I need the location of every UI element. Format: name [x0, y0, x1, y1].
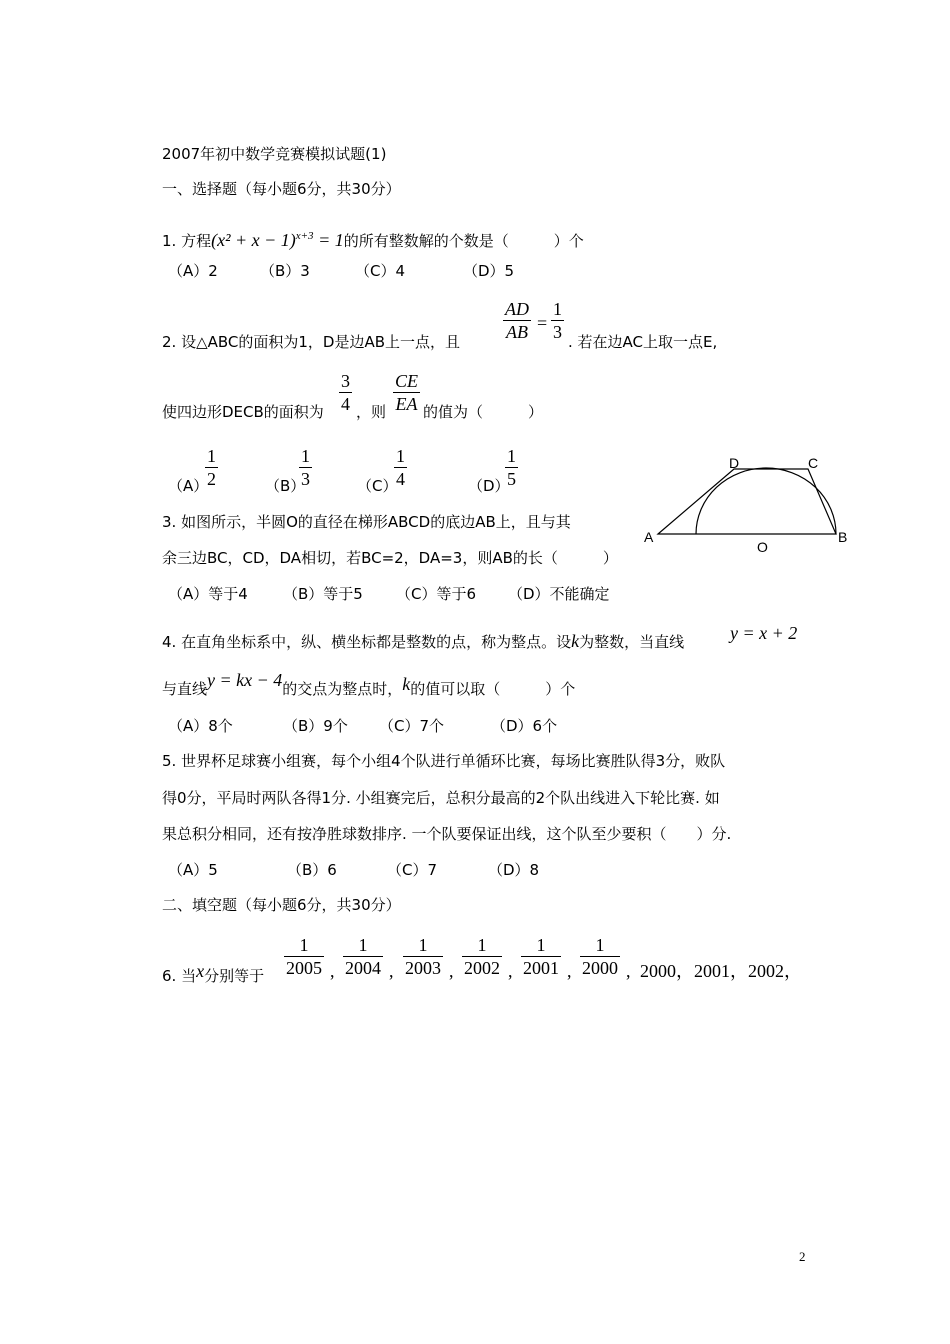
q3-option-c: （C）等于6 — [396, 585, 477, 603]
q2-frac-three-quarters: $\frac{3}{4}$ — [341, 371, 350, 414]
q1-option-b: （B）3 — [260, 262, 310, 280]
q3-option-a: （A）等于4 — [168, 585, 248, 603]
q1-number: 1. 方程 — [162, 232, 212, 250]
q6-lead: 6. 当x分别等于 — [162, 961, 265, 985]
page-number: 2 — [799, 1249, 806, 1264]
q6-sep: , — [567, 961, 572, 981]
q5-line3: 果总积分相同，还有按净胜球数排序. 一个队要保证出线，这个队至少要积（ ）分. — [162, 825, 732, 843]
q5-line2: 得0分，平局时两队各得1分. 小组赛完后，总积分最高的2个队出线进入下轮比赛. 如 — [162, 789, 720, 807]
q5-option-b: （B）6 — [287, 861, 337, 879]
q2-frac-one-third: $\frac{1}{3}$ — [553, 299, 562, 342]
semicircle-o — [696, 468, 836, 534]
q2-option-b-frac: $\frac{1}{3}$ — [301, 446, 310, 489]
q6-frac-2004: $\frac{1}{2004}$ — [345, 935, 381, 978]
q2-line2-c: 的值为（ ） — [423, 403, 544, 421]
q5-option-c: （C）7 — [387, 861, 438, 879]
label-c: C — [808, 455, 819, 471]
label-o: O — [757, 539, 768, 555]
q6-frac-2002: $\frac{1}{2002}$ — [464, 935, 500, 978]
q4-line2: 与直线y = kx − 4的交点为整点时，k的值可以取（ ）个 — [162, 670, 576, 698]
q2-option-c-label: （C） — [357, 477, 398, 495]
q3-trapezoid-semicircle-figure — [640, 450, 850, 555]
label-a: A — [644, 529, 654, 545]
q2-option-b-label: （B） — [265, 477, 306, 495]
q4-k-var: k — [571, 631, 580, 651]
q4-line-eq1: y = x + 2 — [730, 623, 798, 643]
doc-title: 2007年初中数学竞赛模拟试题(1) — [162, 145, 387, 163]
q2-option-d-frac: $\frac{1}{5}$ — [507, 446, 516, 489]
q2-line2-a: 使四边形DECB的面积为 — [162, 403, 324, 421]
q6-sep: , — [389, 961, 394, 981]
q4-k-var-2: k — [402, 674, 411, 694]
q5-option-d: （D）8 — [488, 861, 540, 879]
q6-frac-2000: $\frac{1}{2000}$ — [582, 935, 618, 978]
q2-frac-ce-ea: $\frac{CE}{EA}$ — [395, 371, 419, 414]
label-b: B — [838, 529, 848, 545]
q6-x-var: x — [196, 961, 205, 981]
q6-tail-values: 2000，2001，2002， — [640, 961, 802, 981]
q6-sep: , — [449, 961, 454, 981]
q3-line1: 3. 如图所示，半圆O的直径在梯形ABCD的底边AB上，且与其 — [162, 513, 571, 531]
q2-equals: = — [537, 313, 548, 333]
q1-tail: 的所有整数解的个数是（ ）个 — [343, 232, 584, 250]
q6-frac-2005: $\frac{1}{2005}$ — [286, 935, 322, 978]
q6-frac-2003: $\frac{1}{2003}$ — [405, 935, 441, 978]
q6-sep: , — [330, 961, 335, 981]
q6-sep: , — [626, 961, 631, 981]
q4-line-eq2: y = kx − 4 — [207, 670, 283, 690]
q3-option-b: （B）等于5 — [283, 585, 363, 603]
q3-line2: 余三边BC，CD，DA相切，若BC=2，DA=3，则AB的长（ ） — [162, 549, 618, 567]
q6-frac-2001: $\frac{1}{2001}$ — [523, 935, 559, 978]
q4-line1: 4. 在直角坐标系中，纵、横坐标都是整数的点，称为整点。设k为整数，当直线 — [162, 631, 685, 651]
q1-option-c: （C）4 — [355, 262, 406, 280]
q1-line — [162, 227, 584, 250]
q3-option-d: （D）不能确定 — [508, 585, 610, 603]
trapezoid-abcd — [658, 469, 836, 534]
q1-option-d: （D）5 — [463, 262, 515, 280]
q2-option-a-label: （A） — [168, 477, 209, 495]
q6-sep: , — [508, 961, 513, 981]
q2-option-c-frac: $\frac{1}{4}$ — [396, 446, 405, 489]
q1-option-a: （A）2 — [168, 262, 218, 280]
q2-line1-b: . 若在边AC上取一点E, — [568, 333, 718, 351]
q2-option-d-label: （D） — [468, 477, 510, 495]
q4-option-b: （B）9个 — [283, 717, 348, 735]
q1-equation: $(x^2 + x - 1)^{x+3} = 1$ — [211, 230, 344, 250]
q2-frac-ad-ab: $\frac{AD}{AB}$ — [505, 299, 529, 342]
q2-line1-a: 2. 设△ABC的面积为1，D是边AB上一点，且 — [162, 333, 461, 351]
q5-line1: 5. 世界杯足球赛小组赛，每个小组4个队进行单循环比赛，每场比赛胜队得3分，败队 — [162, 752, 726, 770]
q2-line2-b: ，则 — [356, 403, 387, 421]
q4-option-c: （C）7个 — [379, 717, 445, 735]
q4-option-d: （D）6个 — [491, 717, 558, 735]
q4-option-a: （A）8个 — [168, 717, 233, 735]
section1-heading: 一、选择题（每小题6分，共30分） — [162, 180, 401, 198]
label-d: D — [729, 455, 740, 471]
q2-option-a-frac: $\frac{1}{2}$ — [207, 446, 216, 489]
q5-option-a: （A）5 — [168, 861, 218, 879]
section2-heading: 二、填空题（每小题6分，共30分） — [162, 896, 401, 914]
